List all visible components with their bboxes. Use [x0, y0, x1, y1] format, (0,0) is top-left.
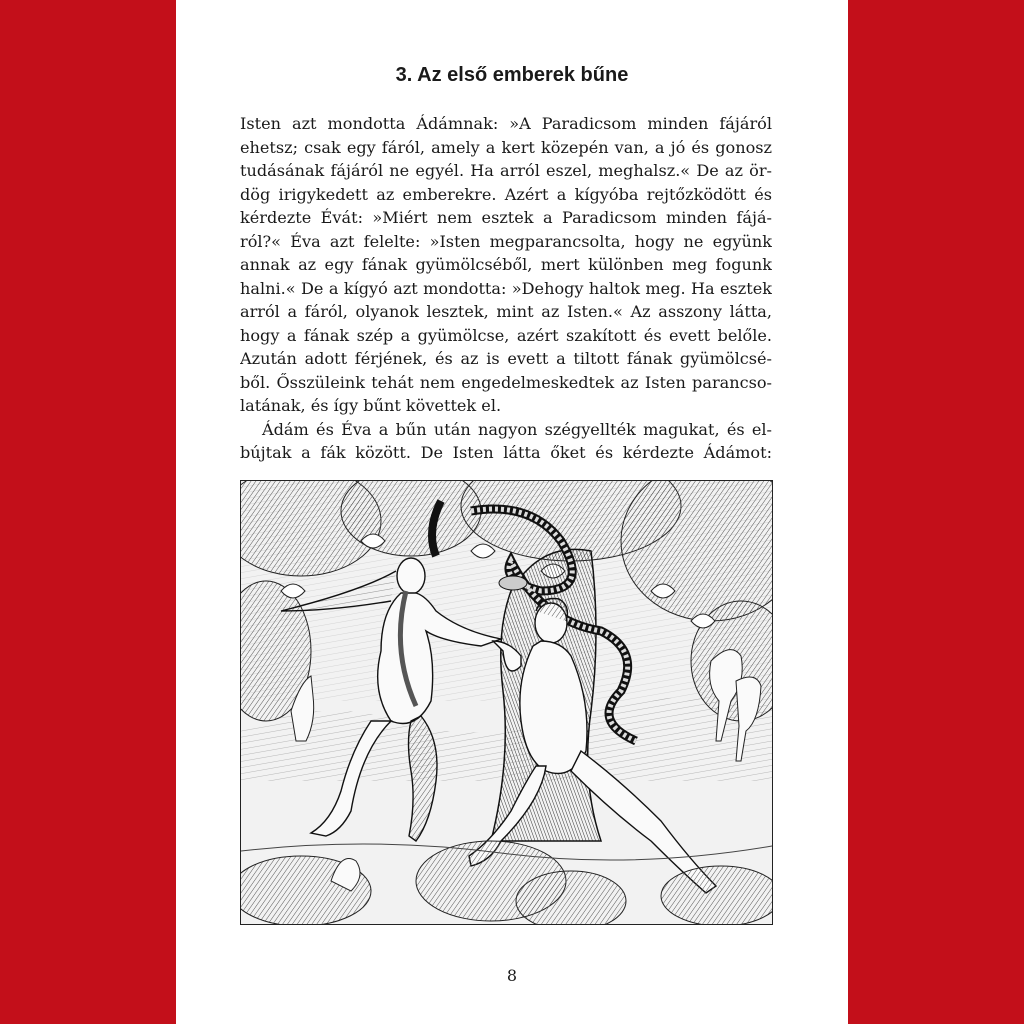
text-line: latának, és így bűnt követtek el.: [240, 396, 502, 415]
text-line: ról?« Éva azt felelte: »Isten megparancsolta, hogy ne együnk: [240, 231, 772, 251]
text-line: bújtak a fák között. De Isten látta őket és kérdezte Ádámot:: [240, 443, 772, 462]
engraving-illustration: [240, 480, 773, 925]
text-line: annak az egy fának gyümölcséből, mert különben meg fogunk: [240, 255, 772, 274]
text-line: arról a fáról, olyanok lesztek, mint az Isten.« Az asszony látta,: [240, 302, 772, 321]
text-line: Azután adott férjének, és az is evett a tiltott fának gyümölcsé-: [240, 349, 772, 368]
text-line: Ádám és Éva a bűn után nagyon szégyellték magukat, és el-: [262, 419, 772, 439]
text-line: ből. Ősszüleink tehát nem engedelmeskedtek az Isten parancso-: [240, 372, 772, 392]
chapter-title: 3. Az első emberek bűne: [395, 64, 629, 86]
left-red-panel: [0, 0, 176, 1024]
text-line: halni.« De a kígyó azt mondotta: »Dehogy haltok meg. Ha esztek: [240, 278, 772, 298]
text-line: hogy a fának szép a gyümölcse, azért szakított és evett belőle.: [240, 325, 772, 345]
text-line: kérdezte Évát: »Miért nem esztek a Paradicsom minden fájá-: [240, 208, 772, 227]
book-page: [176, 0, 848, 1024]
body-text: [240, 112, 772, 465]
page-number: 8: [506, 966, 518, 985]
right-red-panel: [848, 0, 1024, 1024]
text-line: tudásának fájáról ne egyél. Ha arról eszel, meghalsz.« De az ör-: [240, 161, 772, 180]
text-line: ehetsz; csak egy fáról, amely a kert közepén van, a jó és gonosz: [240, 137, 772, 157]
text-line: Isten azt mondotta Ádámnak: »A Paradicsom minden fájáról: [240, 114, 772, 133]
text-line: dög irigykedett az emberekre. Azért a kígyóba rejtőzködött és: [240, 184, 772, 204]
